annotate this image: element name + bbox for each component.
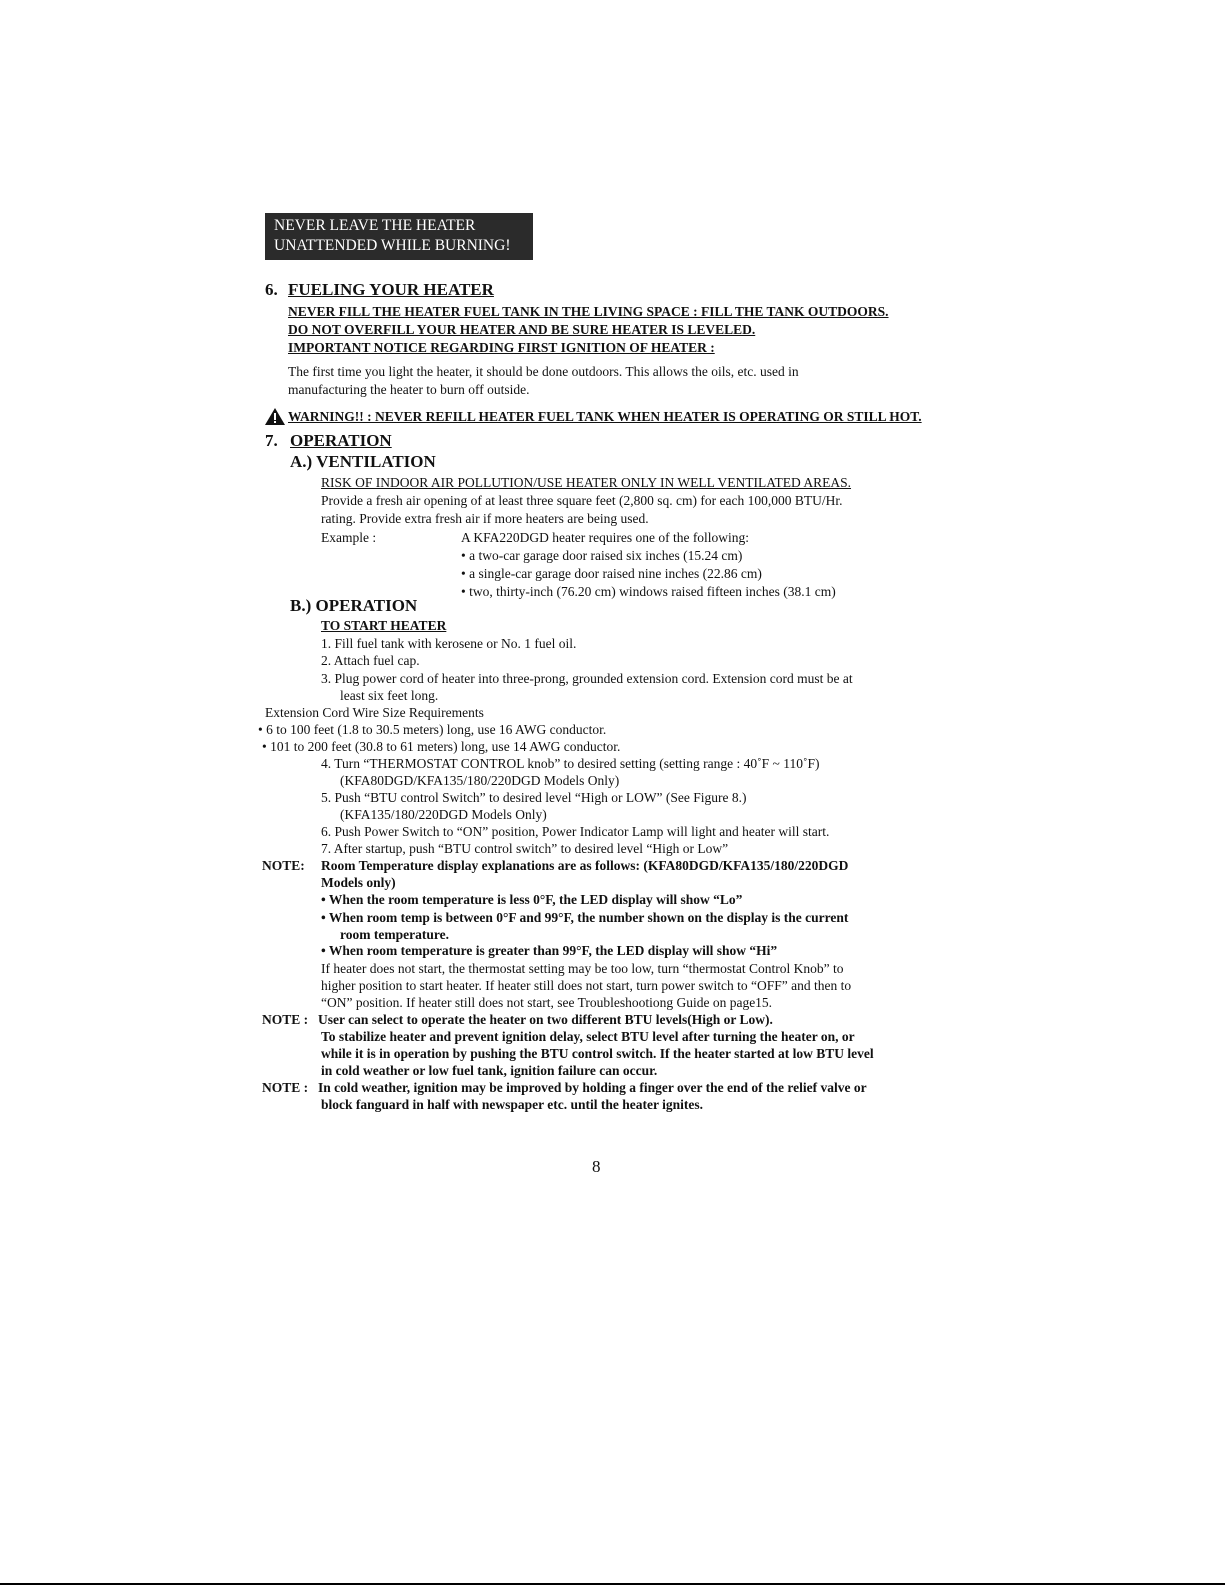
example-item: • two, thirty-inch (76.20 cm) windows raised fifteen inches (38.1 cm): [461, 584, 836, 599]
notice-1: NEVER FILL THE HEATER FUEL TANK IN THE LIVING SPACE : FILL THE TANK OUTDOORS.: [288, 304, 889, 319]
step-5: 5. Push “BTU control Switch” to desired level “High or LOW” (See Figure 8.): [321, 790, 747, 805]
warning-text: WARNING!! : NEVER REFILL HEATER FUEL TANK WHEN HEATER IS OPERATING OR STILL HOT.: [288, 409, 922, 424]
example-label: Example :: [321, 530, 377, 545]
ext-cord-line-1: • 6 to 100 feet (1.8 to 30.5 meters) long, use 16 AWG conductor.: [258, 722, 607, 737]
step-6: 6. Push Power Switch to “ON” position, Power Indicator Lamp will light and heater will start.: [321, 824, 830, 839]
step-3-cont: least six feet long.: [340, 688, 439, 703]
ventilation-line-2: rating. Provide extra fresh air if more heaters are being used.: [321, 511, 649, 526]
note-1-line-1: Room Temperature display explanations are as follows: (KFA80DGD/KFA135/180/220DGD: [321, 858, 849, 873]
banner-line-1: NEVER LEAVE THE HEATER: [274, 217, 476, 234]
step-4-cont: (KFA80DGD/KFA135/180/220DGD Models Only): [340, 773, 620, 788]
note-1-para-2: higher position to start heater. If heater still does not start, turn power switch to “OFF” and then to: [321, 978, 852, 993]
section-7-title: OPERATION: [290, 431, 392, 450]
ventilation-risk: RISK OF INDOOR AIR POLLUTION/USE HEATER ONLY IN WELL VENTILATED AREAS.: [321, 475, 852, 490]
note-2-line-2: To stabilize heater and prevent ignition delay, select BTU level after turning the heater on, or: [321, 1029, 855, 1044]
step-2: 2. Attach fuel cap.: [321, 653, 420, 668]
example-item: • a single-car garage door raised nine inches (22.86 cm): [461, 566, 762, 581]
note-2-label: NOTE :: [262, 1012, 309, 1027]
note-1-para-1: If heater does not start, the thermostat setting may be too low, turn “thermostat Control Knob” to: [321, 961, 844, 976]
warning-banner: [265, 213, 533, 260]
note-1-bullet-3: • When room temperature is greater than 99°F, the LED display will show “Hi”: [321, 943, 778, 958]
example-intro: A KFA220DGD heater requires one of the following:: [461, 530, 750, 545]
note-1-bullet-2: • When room temp is between 0°F and 99°F, the number shown on the display is the current: [321, 910, 849, 925]
warning-triangle-icon: [265, 408, 285, 425]
step-4: 4. Turn “THERMOSTAT CONTROL knob” to desired setting (setting range : 40˚F ~ 110˚F): [321, 756, 820, 771]
step-1: 1. Fill fuel tank with kerosene or No. 1 fuel oil.: [321, 636, 577, 651]
ventilation-heading: A.) VENTILATION: [290, 452, 436, 471]
operation-heading: B.) OPERATION: [290, 596, 418, 615]
page-number: 8: [592, 1157, 601, 1176]
note-2-line-3: while it is in operation by pushing the BTU control switch. If the heater started at low BTU level: [321, 1046, 874, 1061]
section-6-number: 6.: [265, 280, 278, 299]
note-1-bullet-1: • When the room temperature is less 0°F, the LED display will show “Lo”: [321, 892, 743, 907]
first-light-para-2: manufacturing the heater to burn off outside.: [288, 382, 530, 397]
first-light-para-1: The first time you light the heater, it should be done outdoors. This allows the oils, etc. used in: [288, 364, 799, 379]
note-1-label: NOTE:: [262, 858, 305, 873]
ventilation-line-1: Provide a fresh air opening of at least three square feet (2,800 sq. cm) for each 100,000 BTU/Hr.: [321, 493, 843, 508]
note-1-para-3: “ON” position. If heater still does not start, see Troubleshootiong Guide on page15.: [321, 995, 773, 1010]
step-5-cont: (KFA135/180/220DGD Models Only): [340, 807, 547, 822]
note-1-bullet-2-cont: room temperature.: [340, 927, 449, 942]
note-2-line-4: in cold weather or low fuel tank, ignition failure can occur.: [321, 1063, 658, 1078]
example-item: • a two-car garage door raised six inches (15.24 cm): [461, 548, 743, 563]
ext-cord-line-2: • 101 to 200 feet (30.8 to 61 meters) long, use 14 AWG conductor.: [262, 739, 621, 754]
section-7-number: 7.: [265, 431, 278, 450]
step-7: 7. After startup, push “BTU control switch” to desired level “High or Low”: [321, 841, 729, 856]
notice-3: IMPORTANT NOTICE REGARDING FIRST IGNITION OF HEATER :: [288, 340, 715, 355]
to-start-heater: TO START HEATER: [321, 618, 447, 633]
notice-2: DO NOT OVERFILL YOUR HEATER AND BE SURE HEATER IS LEVELED.: [288, 322, 756, 337]
note-2-line-1: User can select to operate the heater on two different BTU levels(High or Low).: [318, 1012, 773, 1027]
note-3-line-2: block fanguard in half with newspaper etc. until the heater ignites.: [321, 1097, 704, 1112]
section-6-title: FUELING YOUR HEATER: [288, 280, 494, 299]
banner-line-2: UNATTENDED WHILE BURNING!: [274, 237, 511, 254]
note-3-label: NOTE :: [262, 1080, 309, 1095]
ext-cord-title: Extension Cord Wire Size Requirements: [265, 705, 484, 720]
note-3-line-1: In cold weather, ignition may be improved by holding a finger over the end of the relief valve or: [318, 1080, 867, 1095]
note-1-line-2: Models only): [321, 875, 396, 890]
step-3: 3. Plug power cord of heater into three-prong, grounded extension cord. Extension cord must be at: [321, 671, 853, 686]
